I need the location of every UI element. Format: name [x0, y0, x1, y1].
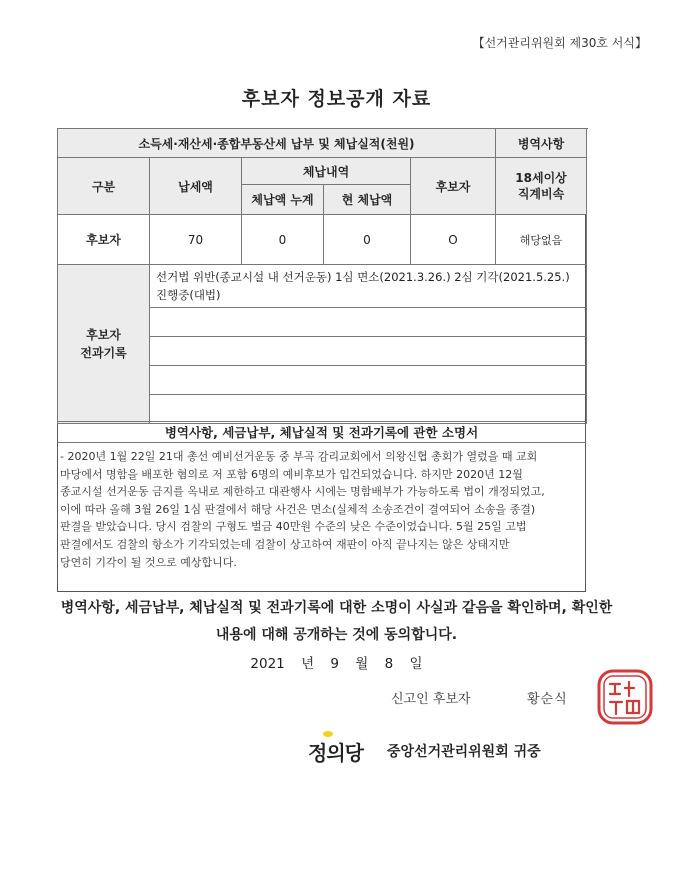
document-title: 후보자 정보공개 자료 — [241, 88, 432, 110]
statement-line: 마당에서 명함을 배포한 혐의로 저 포함 6명의 예비후보가 입건되었습니다. 하지만 2020년 12월 — [60, 467, 523, 481]
date-year: 2021 — [250, 656, 285, 672]
signing-date — [0, 652, 673, 672]
col-category: 구분 — [58, 158, 150, 215]
statement-line: 판결을 받았습니다. 당시 검찰의 구형도 벌금 40만원 수준의 낮은 수준이었습니다. 5월 25일 고법 — [60, 520, 527, 534]
criminal-record-text: 선거법 위반(종교시설 내 선거운동) 1심 면소(2021.3.26.) 2심 기각(2021.5.25.) 진행중(대법) — [150, 265, 587, 308]
col-tax-paid: 납세액 — [150, 158, 242, 215]
col-arrears: 체납내역 — [242, 158, 411, 185]
reporter-name: 황순식 — [527, 692, 568, 707]
criminal-record-blank-line — [150, 395, 587, 424]
form-code: 【선거관리위원회 제30호 서식】 — [472, 36, 647, 50]
date-year-unit: 년 — [301, 656, 315, 672]
seal-stamp-icon — [596, 668, 654, 726]
col-arrears-current: 현 체납액 — [324, 185, 411, 215]
tax-header: 소득세·재산세·종합부동산세 납부 및 체납실적(천원) — [58, 129, 496, 158]
statement-header: 병역사항, 세금납부, 체납실적 및 전과기록에 관한 소명서 — [57, 421, 586, 443]
record-label: 후보자 전과기록 — [58, 265, 150, 424]
statement-line: 당연히 기각이 될 것으로 예상합니다. — [60, 555, 237, 569]
confirmation-line-2: 내용에 대해 공개하는 것에 동의합니다. — [215, 627, 458, 643]
party-logo-dot — [323, 731, 333, 737]
reporter-label: 신고인 후보자 — [391, 692, 471, 707]
date-month: 9 — [330, 656, 339, 672]
confirmation-line-1: 병역사항, 세금납부, 체납실적 및 전과기록에 대한 소명이 사실과 같음을 확인하며, 확인한 — [60, 600, 613, 616]
statement-line: 종교시설 선거운동 금지를 옥내로 제한하고 대관행사 시에는 명함배부가 가능하도록 법이 개정되었고, — [60, 485, 545, 499]
col-military-candidate: 후보자 — [411, 158, 496, 215]
date-day-unit: 일 — [409, 656, 423, 672]
criminal-record-blank-line — [150, 308, 587, 337]
cell-military-candidate: O — [411, 215, 496, 265]
party-logo — [308, 737, 363, 766]
cell-military-son: 해당없음 — [496, 215, 587, 265]
col-arrears-cumulative: 체납액 누계 — [242, 185, 324, 215]
statement-body — [60, 448, 584, 571]
statement-line: 이에 따라 올해 3월 26일 1심 판결에서 해당 사건은 면소(실체적 소송조건이 결여되어 소송을 종결) — [60, 502, 536, 516]
date-day: 8 — [384, 656, 394, 672]
statement-line: - 2020년 1월 22일 21대 총선 예비선거운동 중 부곡 감리교회에서 의왕신협 총회가 열렸을 때 교회 — [60, 450, 538, 463]
military-header: 병역사항 — [496, 129, 587, 158]
recipient: 중앙선거관리위원회 귀중 — [387, 744, 541, 760]
confirmation-text — [40, 595, 633, 649]
cell-arrears-current: 0 — [324, 215, 411, 265]
party-name: 정의당 — [308, 741, 363, 765]
disclosure-table — [57, 128, 587, 424]
criminal-record-blank-line — [150, 366, 587, 395]
cell-tax-paid: 70 — [150, 215, 242, 265]
row-label-candidate: 후보자 — [58, 215, 150, 265]
cell-arrears-cumulative: 0 — [242, 215, 324, 265]
criminal-record-blank-line — [150, 337, 587, 366]
date-month-unit: 월 — [355, 656, 369, 672]
col-military-son: 18세이상 직계비속 — [496, 158, 587, 215]
statement-line: 판결에서도 검찰의 항소가 기각되었는데 검찰이 상고하여 재판이 아직 끝나지는 않은 상태지만 — [60, 537, 510, 551]
